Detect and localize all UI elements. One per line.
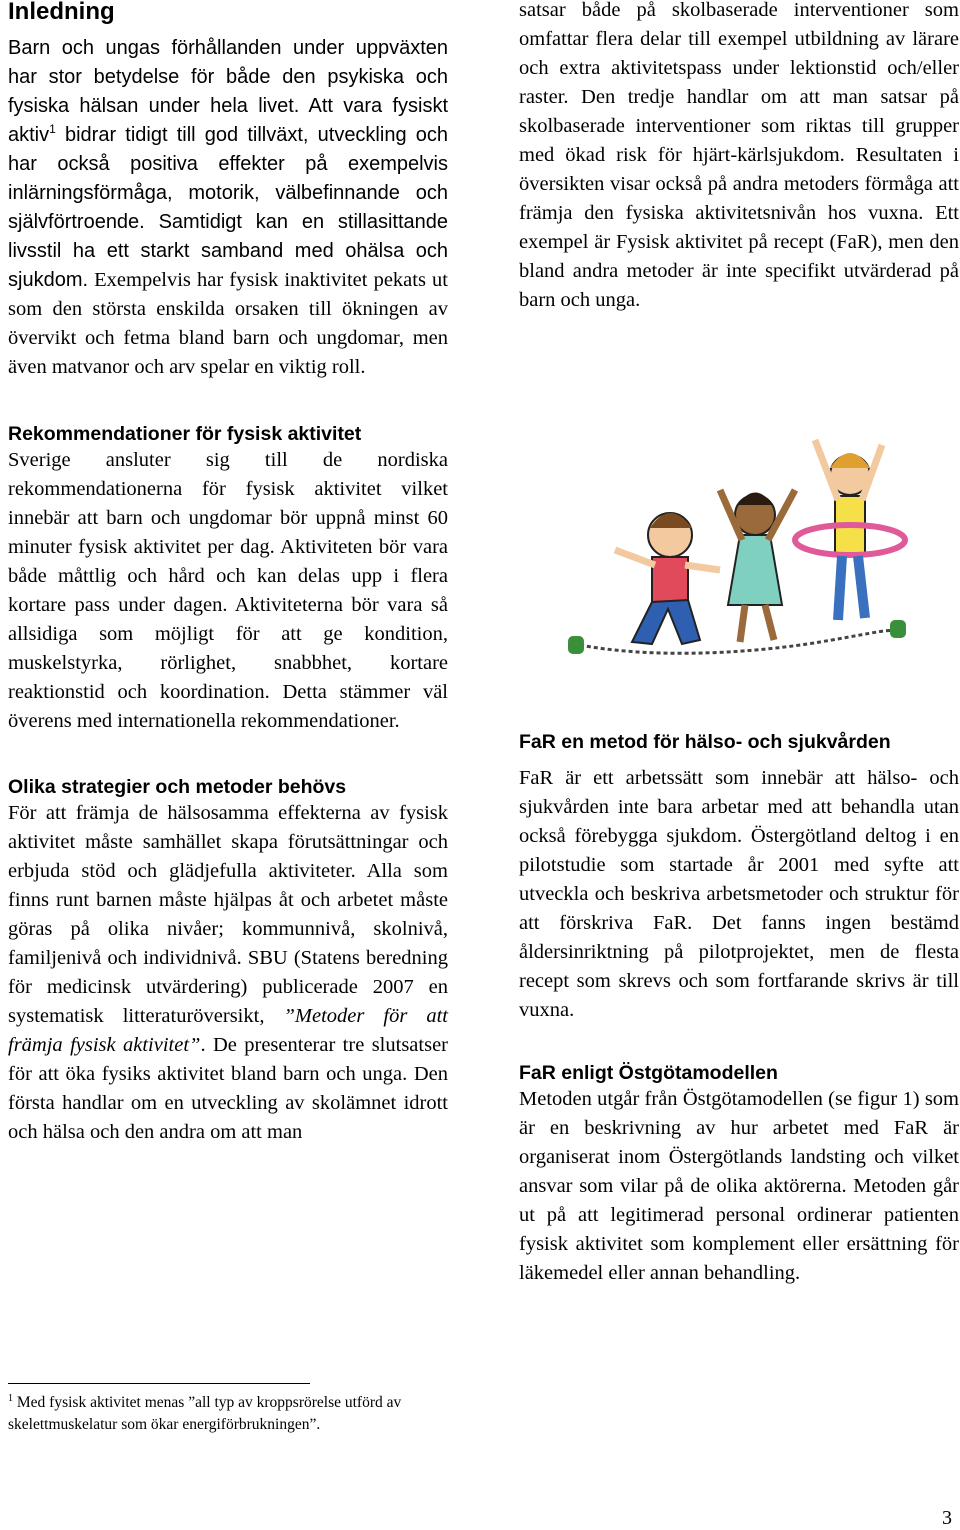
intro-text-a: Barn och ungas förhållanden under uppväxten har stor betydelse för både den psykiska och fysiska hälsan under hela livet. Att vara fysiskt aktiv	[8, 37, 448, 146]
section-heading-ostgota-model: FaR enligt Östgötamodellen	[519, 1062, 778, 1084]
intro-text-c: Samtidigt kan en stillasittande livsstil ha ett starkt samband med ohälsa och sjukdom.	[8, 211, 448, 291]
strategies-text-b: . De presenterar tre slutsatser för att öka fysiks aktivitet bland barn och unga. Den första handlar om en utveckling av skolämnet idrott och hälsa och den andra om att man	[8, 1034, 448, 1143]
strategies-text-a: För att främja de hälsosamma effekterna av fysisk aktivitet måste samhället skapa förutsättningar och erbjuda stöd och glädjefulla aktiviteter. Alla som finns runt barnen måste hjälpas åt och arbetet måste göras på olika nivåer; kommunnivå, skolnivå, familjenivå och individnivå. SBU (Statens beredning för medicinsk utvärdering) publicerade 2007 en systematisk litteraturöversikt,	[8, 802, 448, 1027]
right-column-lower	[519, 730, 959, 1288]
children-playing-illustration	[560, 420, 960, 680]
footnote	[8, 1392, 428, 1436]
section-heading-recommendations: Rekommendationer för fysisk aktivitet	[8, 423, 362, 445]
intro-text-d: Exempelvis har fysisk inaktivitet pekats ut som den största enskilda orsaken till ökningen av övervikt och fetma bland barn och ungdomar, men även matvanor och arv spelar en viktig roll.	[8, 269, 448, 378]
section-heading-far-method: FaR en metod för hälso- och sjukvården	[519, 731, 891, 753]
report-title: ”Metoder för att främja fysisk aktivitet”	[8, 1005, 448, 1056]
recommendations-paragraph: Sverige ansluter sig till de nordiska rekommendationerna för fysisk aktivitet vilket innebär att barn och ungdomar bör uppnå minst 60 minuter fysisk aktivitet per dag. Aktiviteten bör vara både måttlig och hård och kan delas upp i flera kortare pass under dagen. Aktiviteterna bör vara så allsidiga som möjligt för att ge kondition, muskelstyrka, rörlighet, snabbhet, kortare reaktionstid och koordination. Detta stämmer väl överens med internationella rekommendationer.	[8, 449, 448, 732]
section-heading-inledning: Inledning	[8, 0, 115, 25]
page-number: 3	[942, 1507, 952, 1529]
far-paragraph: FaR är ett arbetssätt som innebär att hälso- och sjukvården inte bara arbetar med att behandla utan också förebygga sjukdom. Östergötland deltog i en pilotstudie som startade år 2001 med syfte att utveckla och beskriva arbetsmetoder och struktur för att förskriva FaR. Det fanns ingen bestämd åldersinriktning på pilotprojektet, men de flesta recept som skrevs och som fortfarande skrivs är till vuxna.	[519, 767, 959, 1021]
intro-text-b: bidrar tidigt till god tillväxt, utveckling och har också positiva effekter på exempelvis inlärningsförmåga, motorik, välbefinnande och självförtroende.	[8, 124, 448, 233]
footnote-text: Med fysisk aktivitet menas ”all typ av kroppsrörelse utförd av skelettmuskelatur som ökar energiförbrukningen”.	[8, 1394, 402, 1433]
section-heading-strategies: Olika strategier och metoder behövs	[8, 776, 347, 798]
strategies-paragraph	[8, 799, 448, 1147]
left-column	[8, 0, 448, 1147]
footnote-reference: 1	[49, 122, 56, 136]
ostgota-model-paragraph: Metoden utgår från Östgötamodellen (se figur 1) som är en beskrivning av hur arbetet med FaR är organiserat inom Östergötlands landsting och vilket ansvar som vilar på de olika aktörerna. Metoden går ut på att legitimerad personal ordinerar patienten fysisk aktivitet som komplement eller ersättning för läkemedel eller annan behandling.	[519, 1088, 959, 1284]
intro-paragraph	[8, 34, 448, 382]
continuation-paragraph: satsar både på skolbaserade interventioner som omfattar flera delar till exempel utbildning av lärare och extra aktivitetspass under lektionstid och/eller raster. Den tredje handlar om att man satsar på skolbaserade interventioner som riktas till grupper med ökad risk för hjärt-kärlsjukdom. Resultaten i översikten visar också på andra metoders förmåga att främja den fysiska aktivitetsnivån hos vuxna. Ett exempel är Fysisk aktivitet på recept (FaR), men den bland andra metoder är inte specifikt utvärderad på barn och unga.	[519, 0, 959, 311]
right-column	[519, 0, 959, 315]
footnote-separator	[8, 1383, 310, 1384]
footnote-number: 1	[8, 1393, 13, 1404]
